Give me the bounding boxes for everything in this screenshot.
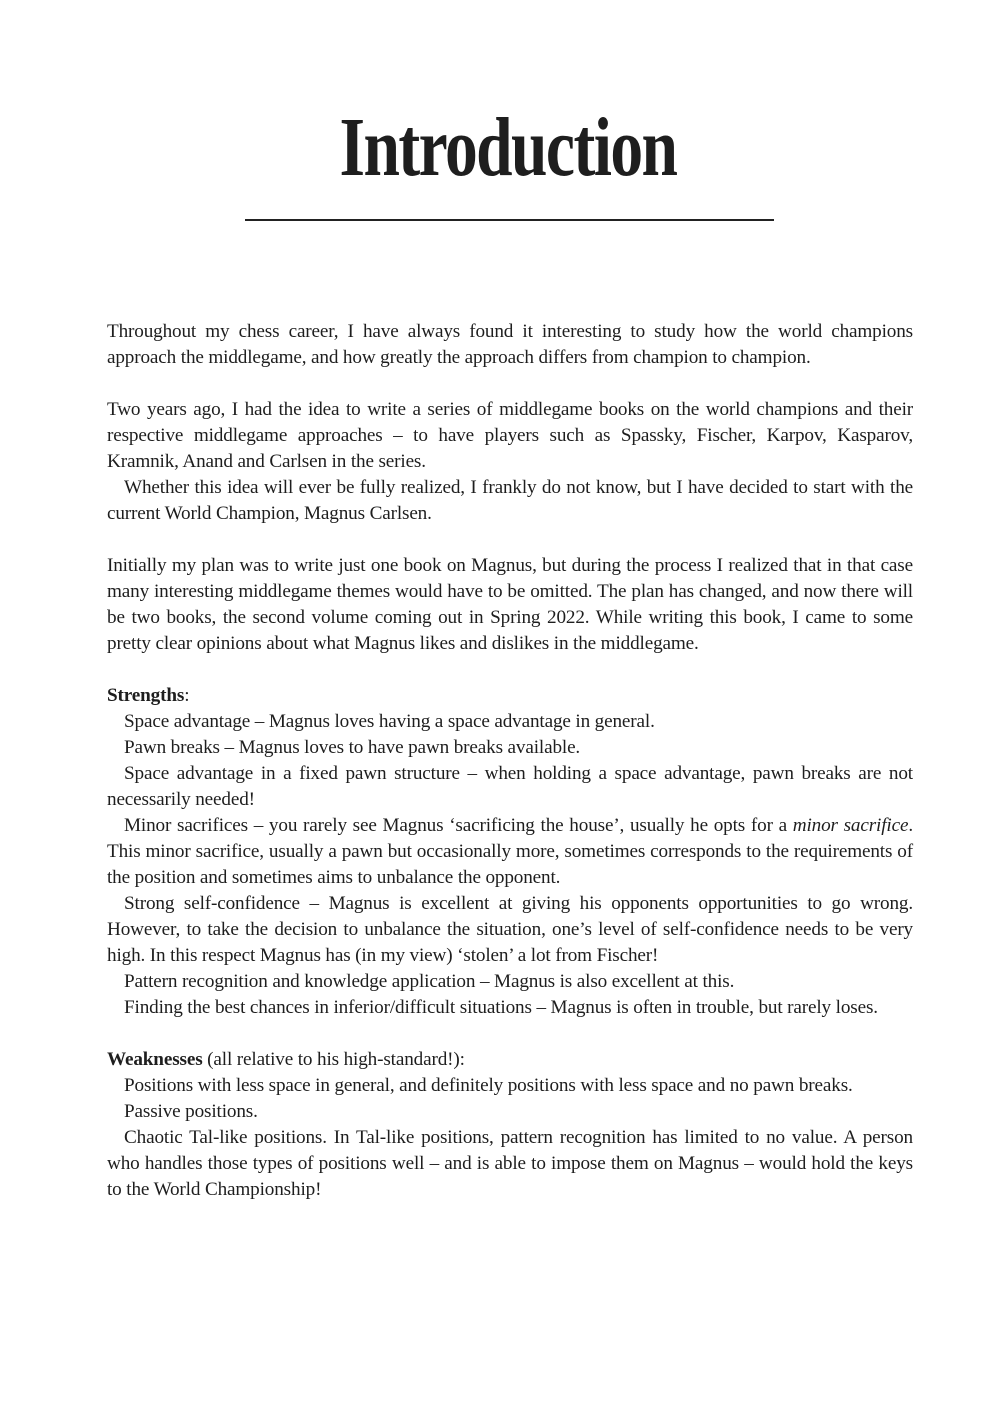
chapter-title: Introduction (339, 101, 677, 194)
strength-item: Pawn breaks – Magnus loves to have pawn breaks available. (124, 737, 581, 758)
paragraph-two-books: Initially my plan was to write just one book on Magnus, but during the process I realized that in that case many interesting middlegame themes would have to be omitted. The plan has changed, and now there will be two books, the second volume coming out in Spring 2022. While writing this book, I came to some pretty clear opinions about what Magnus likes and dislikes in the middlegame. (107, 555, 913, 654)
strength-item: Pattern recognition and knowledge application – Magnus is also excellent at this. (124, 971, 735, 992)
title-underline (245, 219, 774, 221)
weaknesses-heading: Weaknesses (107, 1049, 203, 1070)
weaknesses-heading-suffix: (all relative to his high-standard!): (202, 1049, 465, 1070)
paragraph-series-idea: Two years ago, I had the idea to write a series of middlegame books on the world champions and their respective middlegame approaches – to have players such as Spassky, Fischer, Karpov, Kasparov, Kramnik, Anand and Carlsen in the series. (107, 399, 913, 472)
strength-item: Space advantage – Magnus loves having a space advantage in general. (124, 711, 655, 732)
weaknesses-heading-line (107, 1047, 913, 1073)
weakness-item: Positions with less space in general, and definitely positions with less space and no pawn breaks. (124, 1075, 853, 1096)
paragraph-career: Throughout my chess career, I have always found it interesting to study how the world champions approach the middlegame, and how greatly the approach differs from champion to champion. (107, 321, 913, 368)
weakness-item: Passive positions. (124, 1101, 258, 1122)
strength-item: Space advantage in a fixed pawn structure – when holding a space advantage, pawn breaks are not necessarily needed! (107, 763, 913, 810)
minor-sacrifices-text-before: Minor sacrifices – you rarely see Magnus ‘sacrificing the house’, usually he opts for a (124, 815, 793, 836)
chapter-body (107, 319, 913, 1203)
strength-item: Finding the best chances in inferior/difficult situations – Magnus is often in trouble, but rarely loses. (124, 997, 878, 1018)
minor-sacrifice-emphasis: minor sacrifice (792, 815, 909, 836)
strengths-heading: Strengths (107, 685, 185, 706)
strengths-heading-suffix: : (184, 685, 190, 706)
paragraph-start-carlsen: Whether this idea will ever be fully realized, I frankly do not know, but I have decided to start with the current World Champion, Magnus Carlsen. (107, 477, 913, 524)
minor-sacrifices-text-after: . This minor sacrifice, usually a pawn but occasionally more, sometimes corresponds to the requirements of the position and sometimes aims to unbalance the opponent. (107, 815, 913, 888)
strengths-heading-line (107, 683, 913, 709)
weakness-item: Chaotic Tal-like positions. In Tal-like positions, pattern recognition has limited to no value. A person who handles those types of positions well – and is able to impose them on Magnus – would hold the keys to the World Championship! (107, 1127, 913, 1200)
strength-item: Strong self-confidence – Magnus is excellent at giving his opponents opportunities to go wrong. However, to take the decision to unbalance the situation, one’s level of self-confidence needs to be very high. In this respect Magnus has (in my view) ‘stolen’ a lot from Fischer! (107, 893, 913, 966)
strength-item-minor-sacrifices (107, 813, 913, 891)
